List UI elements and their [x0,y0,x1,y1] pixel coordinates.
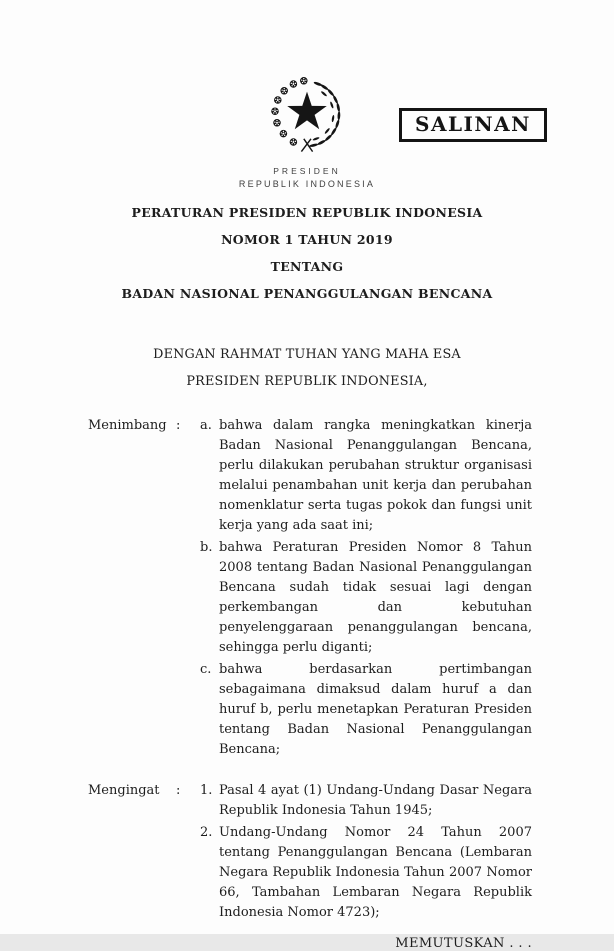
item-marker: a. [200,418,212,433]
considering-item-c [200,660,532,760]
star-wreath-emblem-icon [259,74,355,154]
recalling-colon: : [176,783,181,798]
catchword-memutuskan: MEMUTUSKAN . . . [395,936,532,951]
letterhead-presiden: PRESIDEN [273,166,341,176]
item-text: Pasal 4 ayat (1) Undang-Undang Dasar Negara Republik Indonesia Tahun 1945; [219,783,532,818]
title-line-number: NOMOR 1 TAHUN 2019 [221,232,393,247]
considering-item-b [200,538,532,658]
letterhead [0,166,614,189]
recalling-item-2 [200,823,532,923]
considering-label: Menimbang [88,418,167,433]
preamble [0,347,614,390]
item-marker: c. [200,662,212,677]
item-marker: b. [200,540,213,555]
regulation-title [0,205,614,301]
item-marker: 1. [200,783,213,798]
considering-colon: : [176,418,181,433]
preamble-invocation: DENGAN RAHMAT TUHAN YANG MAHA ESA [153,347,461,362]
considering-item-a [200,416,532,536]
item-marker: 2. [200,825,213,840]
title-line-1: PERATURAN PRESIDEN REPUBLIK INDONESIA [131,205,483,220]
clauses [0,416,614,923]
item-text: bahwa berdasarkan pertimbangan sebagaimana dimaksud dalam huruf a dan huruf b, perlu menetapkan Peraturan Presiden tentang Badan Nasional Penanggulangan Bencana; [219,662,532,757]
recalling-items [200,781,532,923]
recalling-label: Mengingat [88,783,160,798]
recalling-clause [0,781,614,923]
item-text: bahwa dalam rangka meningkatkan kinerja Badan Nasional Penanggulangan Bencana, perlu dilakukan perubahan struktur organisasi melalui penambahan unit kerja dan perubahan nomenklatur serta tugas pokok dan fungsi unit kerja yang ada saat ini; [219,418,532,533]
title-line-subject: BADAN NASIONAL PENANGGULANGAN BENCANA [121,286,493,301]
considering-items [200,416,532,760]
item-text: Undang-Undang Nomor 24 Tahun 2007 tentang Penanggulangan Bencana (Lembaran Negara Republik Indonesia Tahun 2007 Nomor 66, Tambahan Lembaran Negara Republik Indonesia Nomor 4723); [219,825,532,920]
title-line-tentang: TENTANG [270,259,344,274]
letterhead-republik-indonesia: REPUBLIK INDONESIA [238,179,376,189]
item-text: bahwa Peraturan Presiden Nomor 8 Tahun 2008 tentang Badan Nasional Penanggulangan Bencana sudah tidak sesuai lagi dengan perkembangan dan kebutuhan penyelenggaraan penanggulangan bencana, sehingga perlu diganti; [219,540,532,655]
preamble-issuer: PRESIDEN REPUBLIK INDONESIA, [186,374,428,389]
salinan-stamp: SALINAN [399,108,547,142]
considering-clause [0,416,614,760]
recalling-item-1 [200,781,532,821]
